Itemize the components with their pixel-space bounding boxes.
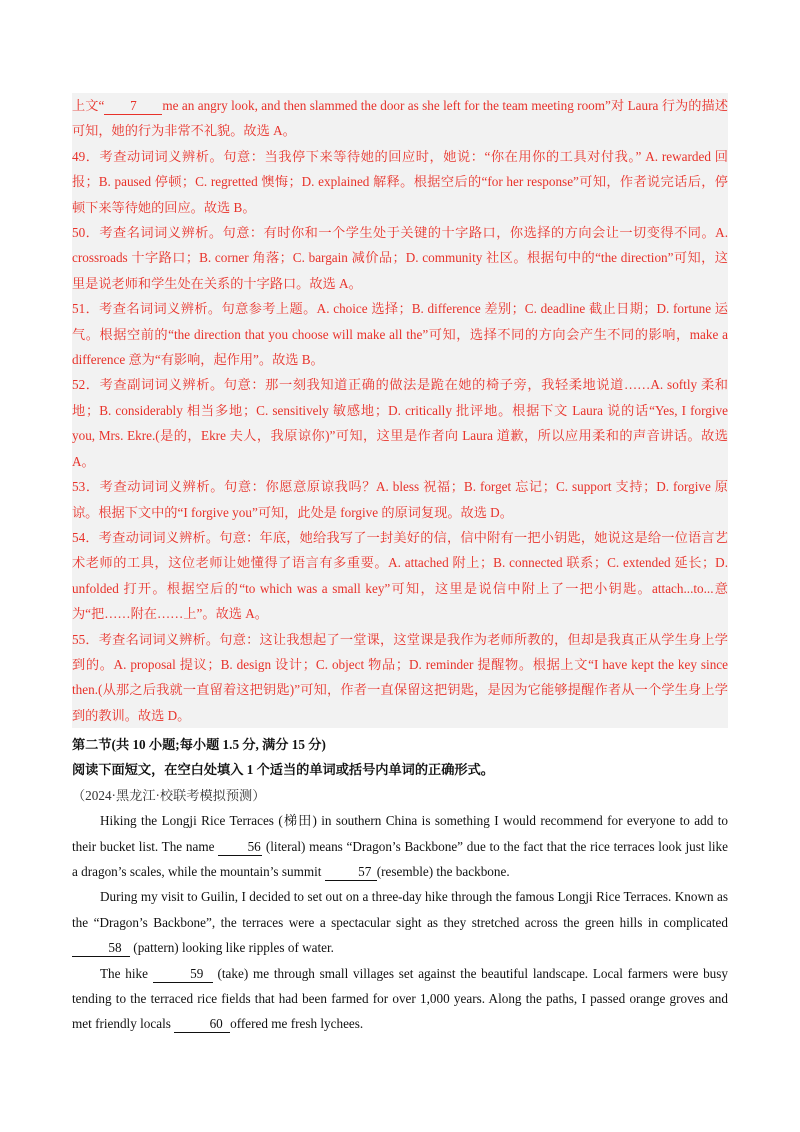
para2-text-b: (pattern) looking like ripples of water. bbox=[130, 940, 334, 956]
answer-48-tail bbox=[72, 93, 728, 144]
answer-52: 52．考查副词词义辨析。句意：那一刻我知道正确的做法是跪在她的椅子旁，我轻柔地说道……A. softly 柔和地；B. considerably 相当多地；C. sensitively 敏感地；D. critically 批评地。根据下文 Laura 说的话“Yes, I forgive you, Mrs. Ekre.(是的，Ekre 夫人，我原谅你)”可知，这里是作者向 Laura 道歉，所以应用柔和的声音讲话。故选 A。 bbox=[72, 377, 728, 469]
passage-paragraph-1 bbox=[72, 808, 728, 884]
blank-59: 59 bbox=[153, 966, 213, 983]
para1-text-a: Hiking the Longji Rice Terraces (梯田) in southern China is something I would recommend for everyone to add to their bucket list. The name bbox=[72, 813, 728, 854]
answer-explanations bbox=[72, 93, 728, 728]
blank-57: 57 bbox=[325, 864, 377, 881]
passage-paragraph-3 bbox=[72, 961, 728, 1037]
answer-48-blank: 7 bbox=[104, 98, 162, 115]
para1-text-b: (literal) means “Dragon’s Backbone” due to the fact that the rice terraces look just like a dragon’s scales, while the mountain’s summit bbox=[72, 838, 729, 880]
section-two bbox=[72, 732, 728, 1037]
question-source: （2024·黑龙江·校联考模拟预测） bbox=[72, 787, 266, 803]
para3-text-b: (take) me through small villages set against the beautiful landscape. Local farmers were busy tending to the terraced rice fields that had been farmed for over 1,000 years. Along the paths, I passed orange groves and met friendly locals bbox=[72, 965, 728, 1032]
passage-paragraph-2 bbox=[72, 884, 728, 960]
answer-54: 54．考查动词词义辨析。句意：年底，她给我写了一封美好的信，信中附有一把小钥匙，她说这是给一位语言艺术老师的工具，这位老师让她懂得了语言有多重要。A. attached 附上；B. connected 联系；C. extended 延长；D. unfolded 打开。根据空后的“to which was a small key”可知，这里是说信中附上了一把小钥匙。attach...to...意为“把……附在……上”。故选 A。 bbox=[72, 529, 728, 622]
para3-text-a: The hike bbox=[100, 965, 153, 981]
para1-text-c: (resemble) the backbone. bbox=[376, 864, 510, 880]
blank-60: 60 bbox=[174, 1016, 230, 1033]
answer-55: 55．考查名词词义辨析。句意：这让我想起了一堂课，这堂课是我作为老师所教的，但却是我真正从学生身上学到的。A. proposal 提议；B. design 设计；C. object 物品；D. reminder 提醒物。根据上文“I have kept the key since then.(从那之后我就一直留着这把钥匙)”可知，作者一直保留这把钥匙，是因为它能够提醒作者从一个学生身上学到的教训。故选 D。 bbox=[72, 631, 728, 723]
answer-48-text-b: me an angry look, and then slammed the door as she left for the team meeting room”对 Laura 行为的描述可知，她的行为非常不礼貌。故选 A。 bbox=[72, 98, 729, 139]
answer-51: 51．考查名词词义辨析。句意参考上题。A. choice 选择；B. difference 差别；C. deadline 截止日期；D. fortune 运气。根据空前的“the direction that you choose will make all the”可知，选择不同的方向会产生不同的影响，make a difference 意为“有影响，起作用”。故选 B。 bbox=[72, 301, 728, 368]
answer-49: 49．考查动词词义辨析。句意：当我停下来等待她的回应时，她说：“你在用你的工具对付我。” A. rewarded 回报；B. paused 停顿；C. regretted 懊悔；D. explained 解释。根据空后的“for her response”可知，作者说完话后，停顿下来等待她的回应。故选 B。 bbox=[72, 148, 728, 215]
answer-53: 53．考查动词词义辨析。句意：你愿意原谅我吗？A. bless 祝福；B. forget 忘记；C. support 支持；D. forgive 原谅。根据下文中的“I forgive you”可知，此处是 forgive 的原词复现。故选 D。 bbox=[72, 479, 728, 520]
answer-50: 50．考查名词词义辨析。句意：有时你和一个学生处于关键的十字路口，你选择的方向会让一切变得不同。A. crossroads 十字路口；B. corner 角落；C. bargain 减价品；D. community 社区。根据句中的“the direction”可知，这里是说老师和学生处在关系的十字路口。故选 A。 bbox=[72, 225, 728, 291]
section-instruction: 阅读下面短文，在空白处填入 1 个适当的单词或括号内单词的正确形式。 bbox=[72, 762, 494, 778]
blank-58: 58 bbox=[72, 940, 130, 957]
blank-56: 56 bbox=[218, 839, 262, 856]
answer-48-text-a: 上文“ bbox=[72, 98, 105, 113]
para2-text-a: During my visit to Guilin, I decided to set out on a three-day hike through the famous Longji Rice Terraces. Known as the “Dragon’s Backbone”, the terraces were a spectacular sight as they stretched across the green hills in complicated bbox=[72, 889, 728, 930]
section-heading: 第二节(共 10 小题;每小题 1.5 分, 满分 15 分) bbox=[72, 737, 326, 752]
para3-text-c: offered me fresh lychees. bbox=[230, 1016, 364, 1032]
